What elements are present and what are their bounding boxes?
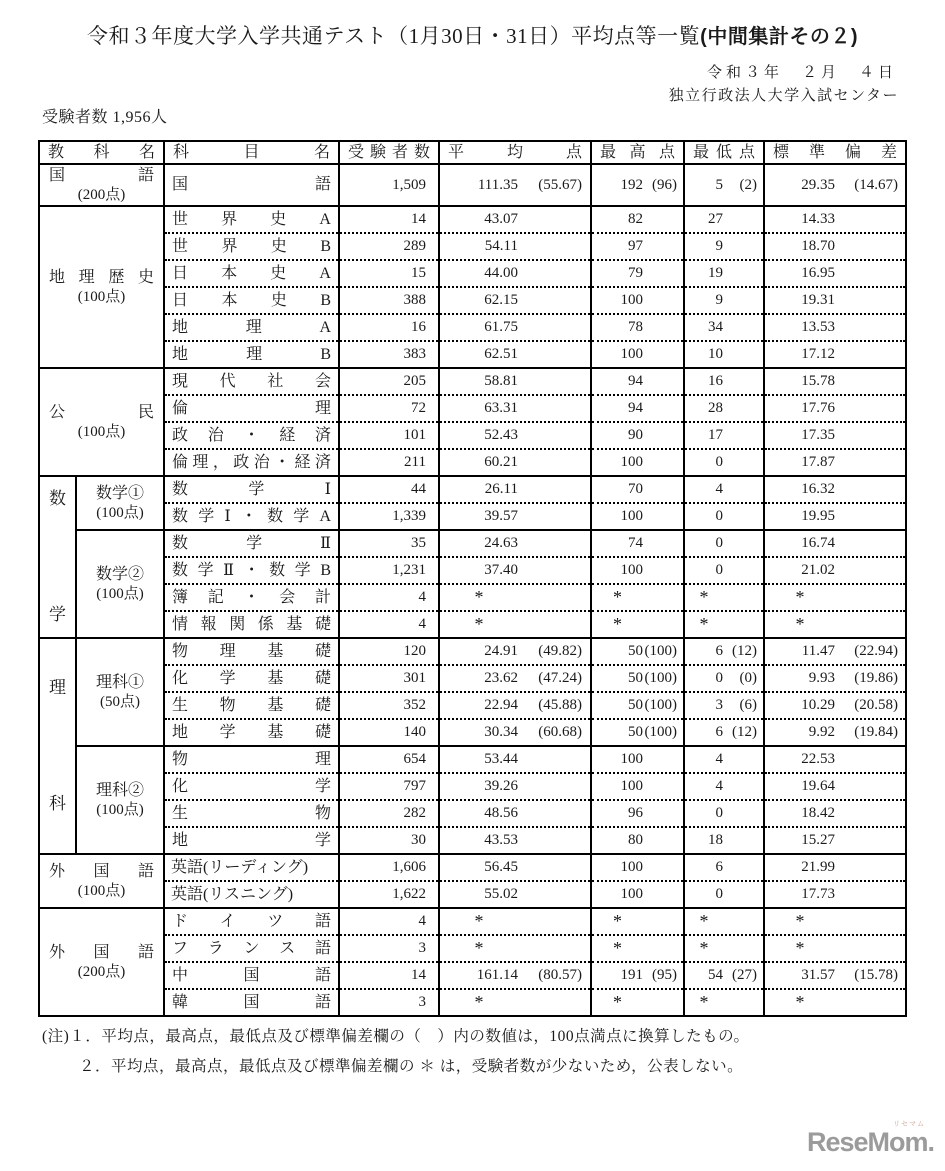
subject-label-cell: 国 語 (200点) <box>39 164 164 206</box>
examinees-cell: 1,339 <box>339 503 439 530</box>
average-cell: 24.63 <box>439 530 591 557</box>
note-item: (注)１．平均点，最高点，最低点及び標準偏差欄の（ ）内の数値は，100点満点に換算したもの。 <box>42 1028 750 1045</box>
average-cell: * <box>439 908 591 935</box>
max-cell: * <box>591 584 684 611</box>
average-cell: 24.91 (49.82) <box>439 638 591 665</box>
table-row <box>39 233 906 260</box>
header-course: 科 目 名 <box>164 141 339 164</box>
min-cell: 4 <box>684 746 764 773</box>
max-cell: 80 <box>591 827 684 854</box>
subject-sublabel-cell <box>76 638 164 746</box>
subject-points: (100点) <box>77 423 126 440</box>
logo-text: ReseMom. <box>806 1127 934 1157</box>
examinees-cell: 211 <box>339 449 439 476</box>
examinees-cell: 101 <box>339 422 439 449</box>
subject-points: (200点) <box>77 186 126 203</box>
course-cell: 韓 国 語 <box>164 989 339 1016</box>
examinees-cell: 3 <box>339 935 439 962</box>
average-cell: 37.40 <box>439 557 591 584</box>
average-cell: 48.56 <box>439 800 591 827</box>
average-cell: 52.43 <box>439 422 591 449</box>
course-cell: 化 学 <box>164 773 339 800</box>
course-cell: 数 学 Ⅰ <box>164 476 339 503</box>
subject-points: (100点) <box>77 882 126 899</box>
min-cell: 6 (12) <box>684 638 764 665</box>
stddev-cell: 16.32 <box>764 476 906 503</box>
examinees-cell: 4 <box>339 584 439 611</box>
average-cell: * <box>439 584 591 611</box>
max-cell: 100 <box>591 746 684 773</box>
min-cell: 4 <box>684 773 764 800</box>
course-cell: フ ラ ン ス 語 <box>164 935 339 962</box>
min-cell: * <box>684 989 764 1016</box>
examinees-cell: 35 <box>339 530 439 557</box>
subject-label-cell: 地 理 歴 史 (100点) <box>39 206 164 368</box>
max-cell: 94 <box>591 368 684 395</box>
average-cell: 62.51 <box>439 341 591 368</box>
table-row <box>39 881 906 908</box>
course-cell: 情 報 関 係 基 礎 <box>164 611 339 638</box>
max-cell: 79 <box>591 260 684 287</box>
subject-points: (100点) <box>96 585 144 602</box>
course-cell: 政 治 ・ 経 済 <box>164 422 339 449</box>
average-cell: 54.11 <box>439 233 591 260</box>
course-cell: 倫 理 <box>164 395 339 422</box>
examinees-cell: 388 <box>339 287 439 314</box>
average-cell: 63.31 <box>439 395 591 422</box>
page-title-emphasis: (中間集計その２) <box>700 26 858 48</box>
max-cell: 100 <box>591 854 684 881</box>
min-cell: 10 <box>684 341 764 368</box>
table-row <box>39 611 906 638</box>
course-cell: 日 本 史 B <box>164 287 339 314</box>
examinees-cell: 1,606 <box>339 854 439 881</box>
subject-vertical-cell <box>39 638 76 854</box>
examinees-cell: 14 <box>339 962 439 989</box>
min-cell: 4 <box>684 476 764 503</box>
min-cell: 27 <box>684 206 764 233</box>
min-cell: 34 <box>684 314 764 341</box>
max-cell: 96 <box>591 800 684 827</box>
stddev-cell: 31.57 (15.78) <box>764 962 906 989</box>
table-row <box>39 260 906 287</box>
table-row <box>39 989 906 1016</box>
examinees-cell: 301 <box>339 665 439 692</box>
stddev-cell: 17.87 <box>764 449 906 476</box>
score-table-wrap <box>38 140 907 1017</box>
course-cell: 簿 記 ・ 会 計 <box>164 584 339 611</box>
table-row <box>39 530 906 557</box>
subject-sublabel-cell <box>76 530 164 638</box>
average-cell: 30.34 (60.68) <box>439 719 591 746</box>
examinees-cell: 140 <box>339 719 439 746</box>
average-cell: 26.11 <box>439 476 591 503</box>
table-row <box>39 827 906 854</box>
average-cell: 161.14 (80.57) <box>439 962 591 989</box>
max-cell: 50 (100) <box>591 692 684 719</box>
min-cell: 18 <box>684 827 764 854</box>
course-cell: 英語(リスニング) <box>164 881 339 908</box>
average-cell: 22.94 (45.88) <box>439 692 591 719</box>
subject-label-cell: 外 国 語 (200点) <box>39 908 164 1016</box>
examinees-cell: 44 <box>339 476 439 503</box>
course-cell: 生 物 <box>164 800 339 827</box>
table-row <box>39 449 906 476</box>
table-row <box>39 503 906 530</box>
examinees-cell: 16 <box>339 314 439 341</box>
max-cell: 70 <box>591 476 684 503</box>
min-cell: 6 (12) <box>684 719 764 746</box>
min-cell: 9 <box>684 287 764 314</box>
min-cell: 0 <box>684 881 764 908</box>
stddev-cell: 17.35 <box>764 422 906 449</box>
course-cell: 中 国 語 <box>164 962 339 989</box>
min-cell: * <box>684 935 764 962</box>
stddev-cell: 19.31 <box>764 287 906 314</box>
course-cell: 物 理 <box>164 746 339 773</box>
stddev-cell: 14.33 <box>764 206 906 233</box>
max-cell: 94 <box>591 395 684 422</box>
stddev-cell: 15.27 <box>764 827 906 854</box>
examinees-cell: 1,622 <box>339 881 439 908</box>
min-cell: 0 <box>684 800 764 827</box>
max-cell: 90 <box>591 422 684 449</box>
stddev-cell: 10.29 (20.58) <box>764 692 906 719</box>
table-row <box>39 206 906 233</box>
course-cell: 数 学 Ⅱ <box>164 530 339 557</box>
average-cell: 55.02 <box>439 881 591 908</box>
table-row <box>39 638 906 665</box>
subject-vertical-cell <box>39 476 76 638</box>
stddev-cell: * <box>764 908 906 935</box>
course-cell: 地 学 <box>164 827 339 854</box>
course-cell: 日 本 史 A <box>164 260 339 287</box>
stddev-cell: 16.95 <box>764 260 906 287</box>
score-table-body <box>39 164 906 1016</box>
average-cell: 43.53 <box>439 827 591 854</box>
stddev-cell: 22.53 <box>764 746 906 773</box>
min-cell: 3 (6) <box>684 692 764 719</box>
stddev-cell: 17.76 <box>764 395 906 422</box>
organization-line: 独立行政法人大学入試センター <box>668 88 899 104</box>
examinees-cell: 1,231 <box>339 557 439 584</box>
examinees-cell: 120 <box>339 638 439 665</box>
stddev-cell: 19.95 <box>764 503 906 530</box>
table-row <box>39 854 906 881</box>
course-cell: 生 物 基 礎 <box>164 692 339 719</box>
max-cell: 100 <box>591 287 684 314</box>
stddev-cell: 13.53 <box>764 314 906 341</box>
subject-sublabel: 数学① <box>95 484 144 502</box>
min-cell: 19 <box>684 260 764 287</box>
min-cell: 54 (27) <box>684 962 764 989</box>
score-table <box>38 140 907 1017</box>
stddev-cell: * <box>764 935 906 962</box>
examinees-cell: 15 <box>339 260 439 287</box>
average-cell: 39.57 <box>439 503 591 530</box>
table-row <box>39 962 906 989</box>
stddev-cell: 9.92 (19.84) <box>764 719 906 746</box>
subject-points: (200点) <box>77 963 126 980</box>
stddev-cell: 15.78 <box>764 368 906 395</box>
max-cell: 74 <box>591 530 684 557</box>
stddev-cell: 11.47 (22.94) <box>764 638 906 665</box>
subject-points: (100点) <box>96 801 144 818</box>
examinees-cell: 30 <box>339 827 439 854</box>
subject-vertical-char: 数 <box>49 488 66 508</box>
course-cell: 現 代 社 会 <box>164 368 339 395</box>
course-cell: 倫 理 ， 政 治 ・ 経 済 <box>164 449 339 476</box>
logo-ruby-text: リセマム <box>893 1121 925 1128</box>
min-cell: 5 (2) <box>684 164 764 206</box>
average-cell: 56.45 <box>439 854 591 881</box>
course-cell: 国 語 <box>164 164 339 206</box>
subject-sublabel: 数学② <box>95 565 144 583</box>
stddev-cell: * <box>764 584 906 611</box>
table-row <box>39 368 906 395</box>
stddev-cell: 17.12 <box>764 341 906 368</box>
table-row <box>39 935 906 962</box>
subject-sublabel-cell <box>76 476 164 530</box>
min-cell: 0 (0) <box>684 665 764 692</box>
table-row <box>39 719 906 746</box>
max-cell: 100 <box>591 773 684 800</box>
notes-section <box>42 1022 749 1082</box>
table-row <box>39 422 906 449</box>
min-cell: 0 <box>684 530 764 557</box>
max-cell: 50 (100) <box>591 719 684 746</box>
course-cell: 地 理 A <box>164 314 339 341</box>
subject-vertical-char: 科 <box>49 793 66 813</box>
examinees-cell: 14 <box>339 206 439 233</box>
average-cell: 43.07 <box>439 206 591 233</box>
min-cell: 6 <box>684 854 764 881</box>
course-cell: 数 学 Ⅱ ・ 数 学 B <box>164 557 339 584</box>
stddev-cell: 21.02 <box>764 557 906 584</box>
max-cell: * <box>591 935 684 962</box>
subject-points: (50点) <box>100 693 140 710</box>
table-row <box>39 773 906 800</box>
course-cell: 世 界 史 A <box>164 206 339 233</box>
course-cell: 化 学 基 礎 <box>164 665 339 692</box>
subject-vertical-char: 学 <box>49 604 66 624</box>
max-cell: 100 <box>591 503 684 530</box>
examinees-cell: 72 <box>339 395 439 422</box>
max-cell: 192 (96) <box>591 164 684 206</box>
examinee-count: 受験者数 1,956人 <box>42 109 168 126</box>
header-min: 最 低 点 <box>684 141 764 164</box>
header-average: 平 均 点 <box>439 141 591 164</box>
table-row <box>39 395 906 422</box>
examinees-cell: 289 <box>339 233 439 260</box>
note-item: ２．平均点，最高点，最低点及び標準偏差欄の ＊ は，受験者数が少ないため，公表しない。 <box>79 1058 744 1075</box>
max-cell: 78 <box>591 314 684 341</box>
page-title-main: 令和３年度大学入学共通テスト（1月30日・31日）平均点等一覧 <box>87 24 701 48</box>
table-row <box>39 341 906 368</box>
max-cell: 82 <box>591 206 684 233</box>
average-cell: 44.00 <box>439 260 591 287</box>
max-cell: 50 (100) <box>591 638 684 665</box>
note-prefix: (注) <box>42 1028 70 1045</box>
page-title <box>0 20 945 50</box>
subject-sublabel: 理科② <box>95 781 144 799</box>
course-cell: 英語(リーディング) <box>164 854 339 881</box>
course-cell: 地 学 基 礎 <box>164 719 339 746</box>
min-cell: * <box>684 908 764 935</box>
examinees-cell: 3 <box>339 989 439 1016</box>
table-row <box>39 287 906 314</box>
date-line: 令和３年 ２月 ４日 <box>706 65 897 81</box>
max-cell: 97 <box>591 233 684 260</box>
stddev-cell: * <box>764 611 906 638</box>
table-row <box>39 665 906 692</box>
table-row <box>39 746 906 773</box>
max-cell: * <box>591 989 684 1016</box>
average-cell: * <box>439 935 591 962</box>
min-cell: 9 <box>684 233 764 260</box>
table-row <box>39 314 906 341</box>
max-cell: 50 (100) <box>591 665 684 692</box>
stddev-cell: 18.42 <box>764 800 906 827</box>
max-cell: * <box>591 611 684 638</box>
max-cell: 100 <box>591 449 684 476</box>
examinees-cell: 352 <box>339 692 439 719</box>
header-row <box>39 141 906 164</box>
stddev-cell: 17.73 <box>764 881 906 908</box>
average-cell: 111.35 (55.67) <box>439 164 591 206</box>
min-cell: 28 <box>684 395 764 422</box>
examinees-cell: 1,509 <box>339 164 439 206</box>
max-cell: 100 <box>591 881 684 908</box>
subject-sublabel: 理科① <box>95 673 144 691</box>
average-cell: 53.44 <box>439 746 591 773</box>
header-examinees: 受 験 者 数 <box>339 141 439 164</box>
max-cell: 100 <box>591 557 684 584</box>
max-cell: 191 (95) <box>591 962 684 989</box>
min-cell: * <box>684 611 764 638</box>
examinees-cell: 282 <box>339 800 439 827</box>
average-cell: 60.21 <box>439 449 591 476</box>
stddev-cell: * <box>764 989 906 1016</box>
table-row <box>39 692 906 719</box>
subject-label-cell: 外 国 語 (100点) <box>39 854 164 908</box>
min-cell: * <box>684 584 764 611</box>
course-cell: 数 学 Ⅰ ・ 数 学 A <box>164 503 339 530</box>
max-cell: * <box>591 908 684 935</box>
examinees-cell: 383 <box>339 341 439 368</box>
stddev-cell: 9.93 (19.86) <box>764 665 906 692</box>
average-cell: 39.26 <box>439 773 591 800</box>
header-max: 最 高 点 <box>591 141 684 164</box>
course-cell: 物 理 基 礎 <box>164 638 339 665</box>
min-cell: 0 <box>684 449 764 476</box>
average-cell: * <box>439 989 591 1016</box>
min-cell: 16 <box>684 368 764 395</box>
course-cell: ド イ ツ 語 <box>164 908 339 935</box>
average-cell: * <box>439 611 591 638</box>
examinees-cell: 4 <box>339 611 439 638</box>
max-cell: 100 <box>591 341 684 368</box>
subject-points: (100点) <box>77 288 126 305</box>
stddev-cell: 18.70 <box>764 233 906 260</box>
examinees-cell: 4 <box>339 908 439 935</box>
subject-points: (100点) <box>96 504 144 521</box>
average-cell: 58.81 <box>439 368 591 395</box>
average-cell: 23.62 (47.24) <box>439 665 591 692</box>
resemom-logo <box>807 1121 934 1156</box>
min-cell: 0 <box>684 503 764 530</box>
subject-vertical-char: 理 <box>49 677 66 697</box>
course-cell: 世 界 史 B <box>164 233 339 260</box>
min-cell: 17 <box>684 422 764 449</box>
table-row <box>39 584 906 611</box>
subject-sublabel-cell <box>76 746 164 854</box>
course-cell: 地 理 B <box>164 341 339 368</box>
table-row <box>39 557 906 584</box>
stddev-cell: 29.35 (14.67) <box>764 164 906 206</box>
table-row <box>39 164 906 206</box>
table-row <box>39 908 906 935</box>
header-stddev: 標 準 偏 差 <box>764 141 906 164</box>
examinees-cell: 797 <box>339 773 439 800</box>
examinees-cell: 205 <box>339 368 439 395</box>
average-cell: 62.15 <box>439 287 591 314</box>
subject-label-cell: 公 民 (100点) <box>39 368 164 476</box>
header-subject: 教 科 名 <box>39 141 164 164</box>
min-cell: 0 <box>684 557 764 584</box>
examinees-cell: 654 <box>339 746 439 773</box>
table-row <box>39 476 906 503</box>
stddev-cell: 19.64 <box>764 773 906 800</box>
stddev-cell: 21.99 <box>764 854 906 881</box>
average-cell: 61.75 <box>439 314 591 341</box>
stddev-cell: 16.74 <box>764 530 906 557</box>
table-row <box>39 800 906 827</box>
